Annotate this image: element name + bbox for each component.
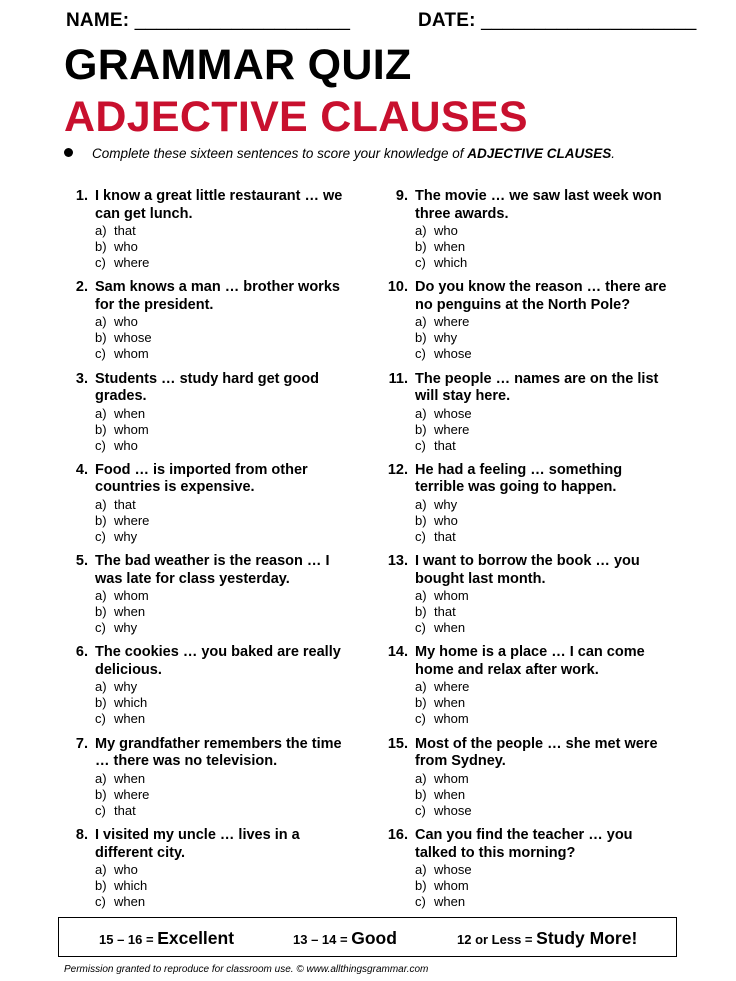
answer-option xyxy=(95,223,386,239)
page-subtitle: ADJECTIVE CLAUSES xyxy=(64,93,528,141)
answer-option xyxy=(415,513,698,529)
question-text: I visited my uncle … lives in a different city. xyxy=(95,827,300,861)
option-letter: b) xyxy=(415,512,427,528)
option-text: who xyxy=(114,437,138,453)
answer-option xyxy=(95,803,386,819)
question-number: 4. xyxy=(75,461,88,478)
option-text: whose xyxy=(114,330,152,346)
question-text: Food … is imported from other countries is expensive. xyxy=(95,461,308,496)
answer-options xyxy=(415,223,698,271)
option-text: whom xyxy=(114,588,149,604)
option-letter: a) xyxy=(415,679,427,695)
answer-option xyxy=(415,255,698,271)
question-text: I know a great little restaurant … we can get lunch. xyxy=(95,188,343,222)
option-letter: a) xyxy=(415,588,427,604)
option-text: where xyxy=(114,255,150,270)
questions-right-column xyxy=(378,188,698,918)
instruction-text: Complete these sixteen sentences to score your knowledge of xyxy=(92,146,468,161)
option-text: which xyxy=(114,695,148,711)
question-text: Sam knows a man … brother works for the president. xyxy=(95,279,340,313)
option-text: where xyxy=(114,786,150,802)
question-item xyxy=(378,371,698,462)
answer-option xyxy=(95,604,386,620)
option-text: where xyxy=(434,421,470,437)
answer-option xyxy=(95,346,386,362)
option-letter: a) xyxy=(95,679,107,695)
answer-option xyxy=(95,771,386,787)
option-letter: a) xyxy=(95,862,107,878)
answer-option xyxy=(415,803,698,819)
question-number: 6. xyxy=(75,644,88,661)
answer-option xyxy=(415,679,698,695)
instruction-emphasis: ADJECTIVE CLAUSES xyxy=(467,146,612,161)
option-letter: b) xyxy=(415,239,427,254)
option-text: that xyxy=(114,802,136,818)
answer-options xyxy=(415,406,698,454)
question-item xyxy=(66,644,386,735)
option-letter: a) xyxy=(415,405,427,421)
option-letter: b) xyxy=(95,330,107,346)
answer-option xyxy=(415,894,698,910)
option-letter: a) xyxy=(95,223,107,238)
option-letter: c) xyxy=(415,894,426,910)
question-text: My home is a place … I can come home and relax after work. xyxy=(415,644,645,678)
answer-option xyxy=(415,529,698,545)
score-label: Study More! xyxy=(536,928,638,948)
question-item xyxy=(378,736,698,827)
answer-option xyxy=(415,620,698,636)
score-range: 12 or Less = xyxy=(457,932,533,947)
option-letter: b) xyxy=(415,878,427,894)
option-letter: b) xyxy=(95,239,107,254)
option-text: which xyxy=(114,878,148,894)
option-text: whom xyxy=(114,421,149,437)
option-letter: a) xyxy=(95,405,107,421)
answer-options xyxy=(95,771,386,819)
answer-option xyxy=(95,513,386,529)
score-excellent xyxy=(99,928,234,949)
question-number: 3. xyxy=(75,370,88,387)
option-letter: a) xyxy=(95,496,107,512)
question-text: Can you find the teacher … you talked to this morning? xyxy=(415,827,633,861)
option-letter: c) xyxy=(415,528,426,544)
option-letter: c) xyxy=(415,620,426,636)
option-letter: c) xyxy=(95,528,106,544)
question-number: 5. xyxy=(75,553,88,570)
option-text: whose xyxy=(434,405,472,421)
option-text: whose xyxy=(434,802,472,818)
answer-options xyxy=(415,679,698,727)
answer-option xyxy=(415,604,698,620)
answer-option xyxy=(95,438,386,454)
option-text: where xyxy=(434,314,470,330)
answer-option xyxy=(95,711,386,727)
question-item xyxy=(66,371,386,462)
option-text: whose xyxy=(434,346,472,362)
answer-option xyxy=(95,314,386,330)
question-number: 14. xyxy=(387,644,408,661)
option-letter: c) xyxy=(415,802,426,818)
option-text: that xyxy=(434,604,456,620)
option-letter: b) xyxy=(95,786,107,802)
option-letter: b) xyxy=(415,330,427,346)
option-text: who xyxy=(434,512,458,528)
answer-options xyxy=(415,862,698,910)
option-letter: c) xyxy=(95,620,106,636)
option-text: that xyxy=(114,223,136,238)
answer-options xyxy=(95,314,386,362)
option-letter: b) xyxy=(415,695,427,711)
question-item xyxy=(378,827,698,918)
answer-option xyxy=(95,406,386,422)
question-text: The movie … we saw last week won three awards. xyxy=(415,188,662,222)
option-text: when xyxy=(434,620,466,636)
answer-option xyxy=(95,894,386,910)
question-item xyxy=(378,644,698,735)
answer-option xyxy=(95,679,386,695)
answer-option xyxy=(95,330,386,346)
option-letter: b) xyxy=(415,421,427,437)
question-number: 15. xyxy=(387,735,408,752)
option-text: which xyxy=(434,255,468,270)
date-label: DATE: xyxy=(418,10,476,31)
name-field xyxy=(66,10,350,32)
option-text: whom xyxy=(434,878,469,894)
option-text: whom xyxy=(434,588,469,604)
option-letter: a) xyxy=(415,862,427,878)
option-text: why xyxy=(114,528,138,544)
answer-option xyxy=(415,406,698,422)
answer-option xyxy=(95,529,386,545)
question-text: The bad weather is the reason … I was late for class yesterday. xyxy=(95,553,330,587)
option-text: when xyxy=(114,711,146,727)
option-letter: a) xyxy=(415,770,427,786)
option-text: when xyxy=(434,239,466,254)
footer-permission: Permission granted to reproduce for classroom use. © www.allthingsgrammar.com xyxy=(64,964,429,975)
option-letter: a) xyxy=(415,223,427,238)
questions-left-column xyxy=(66,188,386,918)
question-item xyxy=(66,827,386,918)
option-letter: b) xyxy=(95,604,107,620)
answer-option xyxy=(95,878,386,894)
answer-options xyxy=(95,497,386,545)
name-line: ____________________ xyxy=(134,10,351,31)
question-number: 7. xyxy=(75,735,88,752)
option-letter: a) xyxy=(415,314,427,330)
option-text: that xyxy=(434,528,456,544)
option-text: when xyxy=(434,786,466,802)
instruction xyxy=(64,146,615,161)
answer-option xyxy=(415,346,698,362)
question-item xyxy=(66,188,386,279)
option-letter: c) xyxy=(95,894,106,910)
question-item xyxy=(378,553,698,644)
name-label: NAME: xyxy=(66,10,130,31)
answer-option xyxy=(415,787,698,803)
answer-options xyxy=(415,771,698,819)
option-text: why xyxy=(434,330,458,346)
answer-options xyxy=(95,588,386,636)
question-number: 10. xyxy=(387,279,408,296)
answer-option xyxy=(415,330,698,346)
score-range: 13 – 14 = xyxy=(293,932,348,947)
option-text: who xyxy=(114,314,138,330)
question-text: Students … study hard get good grades. xyxy=(95,370,319,405)
question-number: 13. xyxy=(387,553,408,570)
score-range: 15 – 16 = xyxy=(99,932,154,947)
option-text: when xyxy=(114,770,146,786)
question-text: I want to borrow the book … you bought last month. xyxy=(415,553,640,587)
question-text: He had a feeling … something terrible was going to happen. xyxy=(415,461,623,496)
option-letter: a) xyxy=(95,314,107,330)
question-item xyxy=(378,279,698,370)
option-letter: a) xyxy=(95,770,107,786)
option-letter: c) xyxy=(95,346,106,362)
option-text: who xyxy=(114,239,138,254)
option-text: why xyxy=(114,679,138,695)
option-letter: c) xyxy=(415,711,426,727)
answer-option xyxy=(415,862,698,878)
option-text: when xyxy=(434,695,466,711)
answer-option xyxy=(95,695,386,711)
option-text: when xyxy=(114,604,146,620)
answer-options xyxy=(95,406,386,454)
option-text: whose xyxy=(434,862,472,878)
question-number: 11. xyxy=(388,370,408,387)
option-text: when xyxy=(434,894,466,910)
question-text: Most of the people … she met were from Sydney. xyxy=(415,735,658,770)
question-number: 1. xyxy=(75,188,88,204)
date-line: ____________________ xyxy=(481,10,697,31)
option-letter: c) xyxy=(95,437,106,453)
question-number: 12. xyxy=(387,461,408,478)
question-number: 8. xyxy=(75,827,88,844)
question-number: 16. xyxy=(387,827,408,844)
option-letter: c) xyxy=(95,711,106,727)
option-letter: a) xyxy=(95,588,107,604)
answer-option xyxy=(415,422,698,438)
question-text: My grandfather remembers the time … there was no television. xyxy=(95,735,342,770)
question-number: 9. xyxy=(395,188,408,204)
option-text: whom xyxy=(434,711,469,727)
option-letter: b) xyxy=(415,786,427,802)
score-label: Excellent xyxy=(157,928,235,948)
option-text: why xyxy=(114,620,138,636)
answer-option xyxy=(415,223,698,239)
option-letter: b) xyxy=(415,604,427,620)
question-item xyxy=(66,279,386,370)
option-text: that xyxy=(434,437,456,453)
answer-option xyxy=(415,695,698,711)
answer-options xyxy=(95,862,386,910)
score-study-more xyxy=(457,928,637,949)
answer-options xyxy=(95,223,386,271)
option-letter: b) xyxy=(95,421,107,437)
answer-option xyxy=(95,239,386,255)
option-text: who xyxy=(114,862,138,878)
answer-option xyxy=(95,620,386,636)
score-box xyxy=(58,917,677,957)
answer-option xyxy=(415,771,698,787)
page-title: GRAMMAR QUIZ xyxy=(64,41,412,89)
option-letter: c) xyxy=(95,802,106,818)
question-number: 2. xyxy=(75,279,88,296)
option-letter: b) xyxy=(95,695,107,711)
answer-option xyxy=(95,255,386,271)
answer-option xyxy=(415,711,698,727)
question-text: The cookies … you baked are really delicious. xyxy=(95,644,341,678)
answer-option xyxy=(415,878,698,894)
answer-option xyxy=(415,239,698,255)
option-text: where xyxy=(434,679,470,695)
question-item xyxy=(378,188,698,279)
answer-option xyxy=(95,588,386,604)
instruction-end: . xyxy=(611,146,616,161)
answer-options xyxy=(415,314,698,362)
answer-options xyxy=(95,679,386,727)
answer-option xyxy=(95,787,386,803)
option-letter: c) xyxy=(415,255,426,270)
question-item xyxy=(378,462,698,553)
option-text: whom xyxy=(114,346,149,362)
option-text: that xyxy=(114,496,136,512)
question-text: Do you know the reason … there are no penguins at the North Pole? xyxy=(415,279,667,313)
date-field xyxy=(418,10,696,32)
option-text: when xyxy=(114,405,146,421)
option-text: why xyxy=(434,496,458,512)
question-item xyxy=(66,553,386,644)
option-letter: c) xyxy=(415,346,426,362)
question-item xyxy=(66,736,386,827)
score-label: Good xyxy=(351,928,397,948)
option-letter: a) xyxy=(415,496,427,512)
question-text: The people … names are on the list will stay here. xyxy=(415,370,659,405)
option-text: who xyxy=(434,223,458,238)
answer-options xyxy=(415,588,698,636)
answer-option xyxy=(95,422,386,438)
score-good xyxy=(293,928,397,949)
bullet-icon xyxy=(64,148,73,157)
option-letter: b) xyxy=(95,878,107,894)
option-letter: b) xyxy=(95,512,107,528)
answer-option xyxy=(415,438,698,454)
option-letter: c) xyxy=(415,437,426,453)
option-text: when xyxy=(114,894,146,910)
answer-option xyxy=(415,497,698,513)
option-letter: c) xyxy=(95,255,106,270)
answer-options xyxy=(415,497,698,545)
answer-option xyxy=(415,314,698,330)
answer-option xyxy=(415,588,698,604)
option-text: whom xyxy=(434,770,469,786)
option-text: where xyxy=(114,512,150,528)
answer-option xyxy=(95,862,386,878)
question-item xyxy=(66,462,386,553)
answer-option xyxy=(95,497,386,513)
